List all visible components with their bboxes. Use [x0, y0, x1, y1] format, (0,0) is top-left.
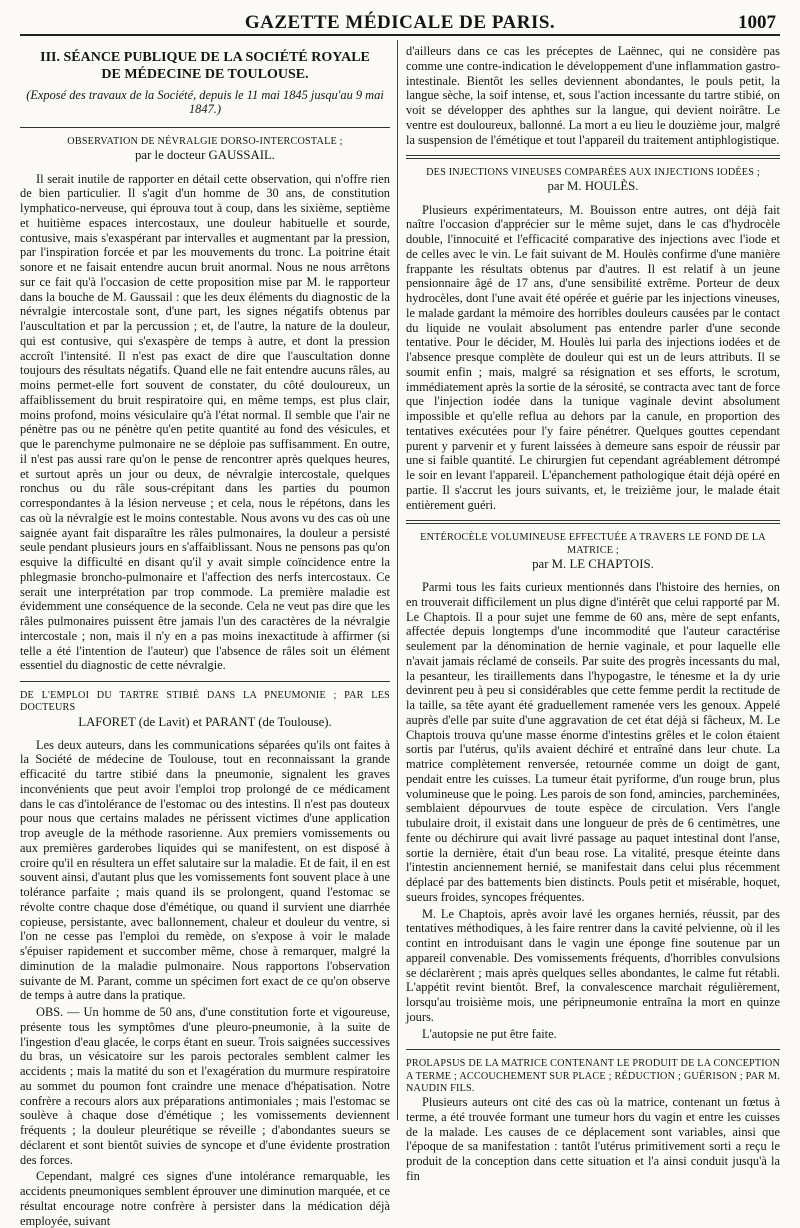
article-byline: par le docteur GAUSSAIL. [134, 148, 276, 163]
journal-title: GAZETTE MÉDICALE DE PARIS. [244, 12, 556, 33]
article-byline: par M. LE CHAPTOIS. [532, 556, 654, 571]
section-title [20, 50, 390, 84]
article-byline: par M. HOULÈS. [547, 179, 639, 194]
article-heading: DE L'EMPLOI DU TARTRE STIBIÉ DANS LA PNEUMONIE ; PAR LES DOCTEURS [20, 690, 390, 714]
page-header [20, 8, 780, 36]
article-paragraph: Plusieurs expérimentateurs, M. Bouisson entre autres, ont déjà fait naître l'occasion d'apprécier sur le même sujet, dans le cas d'hydrocèle double, l'innocuité et l'efficacité comparative des injections avec l'iode et de celles avec le vin. Le fait suivant de M. Houlès confirme d'une manière frappante les résultats obtenus par d'autres. Il est relatif à un jeune pensionnaire âgé de 17 ans, d'une sensibilité extrême. Porteur de deux hydrocèles, dont l'une avait été opérée et guérie par les injections vineuses, le malade gardant la mémoire des horribles douleurs causées par le contact du liquide ne voulait absolument pas entendre parler d'une seconde tentative. Pour le décider, M. Houlès lui parla des injections iodées et de l'absence presque complète de douleur qui est un de leurs attributs. Il se soumit enfin ; mais, malgré sa résignation et ses efforts, le scrotum, immédiatement après la sortie de la sérosité, se contracta avec tant de force que l'injection iodée dans la tunique vaginale devint absolument impossible et qu'elle reflua au dehors par la canule, en proportion des tentatives exécutées pour l'y faire pénétrer. Quelques gouttes cependant purent y parvenir et y furent laissées à demeure sans espoir de réussir par une si faible quantité. Le chirurgien fut cependant agréablement détrompé le soir en levant l'appareil. L'épanchement pathologique était déjà opéré en partie. Il s'accrut les jours suivants, et, le treizième jour, le malade était entièrement guéri. [406, 202, 780, 512]
article-heading: PROLAPSUS DE LA MATRICE CONTENANT LE PRODUIT DE LA CONCEPTION A TERME ; ACCOUCHEMENT SUR PLACE ; RÉDUCTION ; GUÉRISON ; PAR M. NAUDIN FILS. [406, 1058, 780, 1094]
article-heading: OBSERVATION DE NÉVRALGIE DORSO-INTERCOSTALE ; [67, 136, 343, 148]
article-paragraph: Cependant, malgré ces signes d'une intolérance remarquable, les accidents pneumoniques semblent éprouver une diminution marquée, et ce résultat encourage notre confrère à persister dans la médication déjà employée, suivant [20, 1169, 390, 1228]
separator-rule [20, 681, 390, 682]
separator-rule [406, 1049, 780, 1050]
article-heading: DES INJECTIONS VINEUSES COMPARÉES AUX INJECTIONS IODÉES ; [426, 167, 760, 179]
left-column [20, 44, 390, 1228]
separator-rule [20, 127, 390, 128]
article-paragraph: Il serait inutile de rapporter en détail cette observation, qui n'offre rien de bien particulier. Il s'agit d'un homme de 30 ans, de constitution lymphatico-nerveuse, qui éprouva tout à coup, dans les sixième, septième et huitième espaces intercostaux, une douleur habituelle et sourde, contusive, mais s'exaspérant par intervalles et augmentant par la pression, par l'inspiration forcée et par les mouvements du tronc. La poitrine était sonore et ne faisait entendre aucun bruit anormal. Nous ne nous arrêtons sur ce fait qu'à l'occasion de cette proposition mise par M. le rapporteur dans la bouche de M. Gaussail : que les deux éléments du diagnostic de la névralgie intercostale sont, d'une part, les signes négatifs obtenus par l'auscultation et par la percussion ; et, de l'autre, la nature de la douleur, qui est contusive, qui s'exaspère de temps à autre, et dont la pression accroît l'intensité. Il n'est pas exact de dire que l'auscultation donne toujours des résultats négatifs. Quand elle ne fait entendre aucuns râles, au moins permet-elle fort souvent de constater, du côté douloureux, un affaiblissement du bruit respiratoire qui, en même temps, est plus clair, moins profond, moins vésiculaire qu'à l'état normal. Il semble que l'air ne pénètre pas ou ne pénètre qu'en petite quantité au fond des vésicules, et que le parenchyme pulmonaire ne se déploie pas suffisamment. En outre, il n'est pas aussi rare qu'on le pense de rencontrer après quelques heures, et surtout après un jour ou deux, de névralgie intercostale, quelques ronchus ou du râle sous-crépitant dans les parties du poumon correspondantes à la lésion nerveuse ; et cela, nous le répétons, dans les cas où la névralgie est le moins contestable. Nous avons vu des cas où une saignée ayant fait disparaître les râles pulmonaires, la douleur a persisté seule pendant plusieurs jours en s'affaiblissant. Nous ne pensons pas qu'on esquive la difficulté en disant qu'il y avait simple coïncidence entre la phlegmasie broncho-pulmonaire et l'affection des nerfs intercostaux. Ce serait une interprétation par trop commode. La première maladie est évidemment une conséquence de la seconde. Cela ne veut pas dire que les râles pulmonaires puissent être jamais l'un des caractères de la névralgie intercostale ; non, mais il n'y en a pas moins inexactitude à affirmer (si telle a été l'intention de l'auteur) que l'absence de râles soit un élément essentiel du diagnostic de cette névralgie. [20, 171, 390, 673]
article-paragraph: OBS. — Un homme de 50 ans, d'une constitution forte et vigoureuse, présente tous les symptômes d'une pleuro-pneumonie, à la suite de l'ingestion d'eau glacée, le corps étant en sueur. Trois saignées successives du bras, un vésicatoire sur les parois pectorales semblent calmer les accidents ; mais la matité du son et l'exagération du murmure respiratoire au sommet du poumon font craindre une menace d'hépatisation. Notre confrère a recours alors aux préparations antimoniales ; mais l'estomac se soulève à chaque dose d'émétique ; les vomissements deviennent fréquents ; la douleur pleurétique se réveille ; d'abondantes sueurs se déclarent et sont bientôt suivies de syncope et d'une évidente prostration des forces. [20, 1005, 390, 1167]
section-title-line-1: III. SÉANCE PUBLIQUE DE LA SOCIÉTÉ ROYALE [40, 50, 370, 65]
article-byline: LAFORET (de Lavit) et PARANT (de Toulouse). [78, 714, 332, 729]
column-divider [397, 40, 398, 1120]
section-title-line-2: DE MÉDECINE DE TOULOUSE. [101, 66, 309, 82]
separator-rule [406, 155, 780, 159]
article-paragraph: d'ailleurs dans ce cas les préceptes de Laënnec, qui ne considère pas comme une contre-indication le développement d'une inflammation gastro-intestinale. Bientôt les selles deviennent abondantes, le pouls petit, la langue sèche, la soif intense, et, sous l'action incessante du tartre stibié, on voit se développer des aphthes sur la langue, qui devient noirâtre. Le ventre est douloureux, ballonné. La mort a eu lieu le douzième jour, malgré la suspension de l'émétique et tout l'appareil du traitement antiphlogistique. [406, 44, 780, 147]
separator-rule [406, 520, 780, 524]
right-column [406, 44, 780, 1183]
page-number: 1007 [738, 12, 776, 33]
article-paragraph: Plusieurs auteurs ont cité des cas où la matrice, contenant un fœtus à terme, a été trouvée formant une tumeur hors du vagin et entre les cuisses de la malade. Les causes de ce déplacement sont variables, ainsi que l'époque de sa manifestation : tantôt l'utérus primitivement sorti a reçu le produit de la conception dans cette situation et l'a ainsi conduit jusqu'à la fin [406, 1095, 780, 1183]
article-heading: ENTÉROCÈLE VOLUMINEUSE EFFECTUÉE A TRAVERS LE FOND DE LA MATRICE ; [420, 532, 766, 556]
article-paragraph: Parmi tous les faits curieux mentionnés dans l'histoire des hernies, on en trouverait difficilement un plus digne d'intérêt que celui rapporté par M. Le Chaptois. Il a pour sujet une femme de 60 ans, mère de sept enfants, affectée depuis longtemps d'une incommodité que l'auteur caractérise seulement par la dénomination de hernie vaginale, et pour laquelle elle n'avait jamais réclamé de conseils. Par suite des progrès incessants du mal, la pesanteur, les tiraillements dans l'hypogastre, le ténesme et la dy urie devinrent peu à peu si considérables que cette femme perdit la rectitude de la taille, sa tête ayant été graduellement ramenée vers les genoux. Appelé auprès d'elle par suite d'une aggravation de cet état déjà si fâcheux, M. Le Chaptois trouva qu'une masse énorme d'intestins grêles et le colon étaient sortis par l'utérus, qu'ils avaient déchiré et entraîné dans leur chute. La matrice complètement renversée, retournée comme un doigt de gant, pendait entre les cuisses. La tumeur était pyriforme, d'un rouge brun, plus volumineuse que le poing. Les parois de son fond, amincies, parcheminées, semblaient dépourvues de toute espèce de circulation. Vers l'angle tubulaire droit, il existait dans une longueur de près de 6 centimètres, une fente ou déchirure qui avait livré passage au paquet intestinal dont l'anse, sortie la dernière, était d'un beau rose. La vitalité, presque éteinte dans l'intestin anciennement hernié, se manifestait dans celui plus récemment déplacé par des battements bien distincts. Pouls petit et misérable, hoquet, sueurs froides, syncopes fréquentes. [406, 580, 780, 904]
section-subtitle: (Exposé des travaux de la Société, depuis le 11 mai 1845 jusqu'au 9 mai 1847.) [26, 87, 384, 117]
article-paragraph: L'autopsie ne put être faite. [422, 1026, 557, 1041]
article-paragraph: Les deux auteurs, dans les communications séparées qu'ils ont faites à la Société de médecine de Toulouse, tout en reconnaissant la grande efficacité du tartre stibié dans la pneumonie, signalent les graves inconvénients que peut avoir l'emploi trop prolongé de ce médicament dans le cas d'intolérance de l'estomac ou des intestins. Il n'est pas douteux pour nous que certains malades ne périssent victimes d'une application trop aveugle de la méthode rasorienne. Aux premiers vomissements ou aux premières garderobes liquides qui se manifestent, on est disposé à croire qu'il en résultera un effet salutaire sur la maladie. Et de fait, il en est souvent ainsi, d'autant plus que les vomissements font souvent place à une tolérance parfaite ; mais quand ils se prolongent, quand l'estomac se révolte contre chaque dose d'émétique, ou quand il survient une diarrhée copieuse, persistante, avec ballonnement, chaleur et douleur du ventre, si l'on ne cesse pas l'emploi du remède, on s'expose à voir le malade s'épuiser rapidement et succomber même, chose à remarquer, malgré la diminution de la maladie pulmonaire. Nous rapportons l'observation suivante de M. Parant, comme un spécimen fort exact de ce qu'on observe de temps à autre dans la pratique. [20, 737, 390, 1003]
article-paragraph: M. Le Chaptois, après avoir lavé les organes herniés, réussit, par des tentatives méthodiques, à les faire rentrer dans la cavité pelvienne, où il les contint en introduisant dans le vagin une éponge fine soutenue par un appareil convenable. Des vomissements fréquents, d'horribles convulsions se déclarèrent ; mais après quelques selles abondantes, le calme fut rétabli. L'appétit revint bientôt. Bref, la convalescence marchait régulièrement, lorsqu'au troisième mois, une péripneumonie entraîna la mort en quinze jours. [406, 906, 780, 1024]
